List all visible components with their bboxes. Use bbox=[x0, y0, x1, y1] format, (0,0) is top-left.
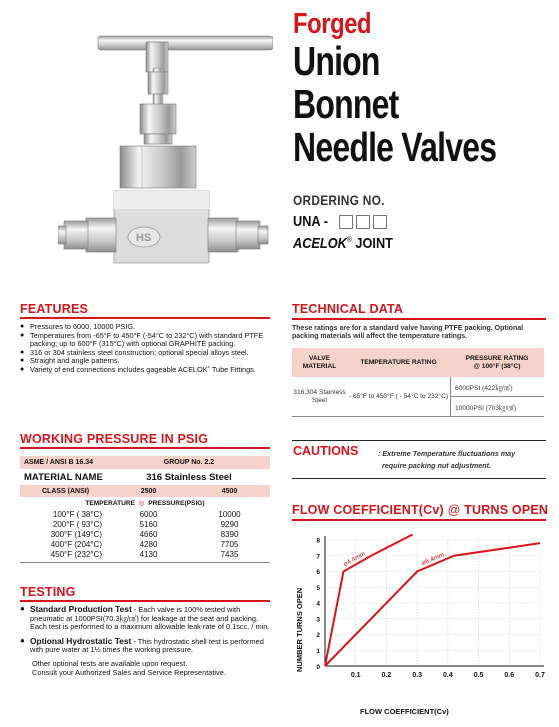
ordering-code: UNA - bbox=[293, 213, 328, 230]
wp-class-4500: 4500 bbox=[221, 487, 238, 495]
registered-mark: ® bbox=[346, 235, 352, 244]
technical-table bbox=[292, 348, 544, 417]
y-tick-label: 8 bbox=[316, 537, 320, 545]
y-tick-label: 7 bbox=[316, 553, 320, 561]
acelok-joint-label bbox=[293, 235, 393, 252]
testing-item-standard bbox=[20, 605, 275, 632]
feature-item: ● Pressures to 6000, 10000 PSIG. bbox=[20, 323, 270, 332]
table-row bbox=[292, 377, 544, 417]
working-pressure-rule bbox=[20, 447, 270, 449]
testing-section bbox=[20, 605, 275, 677]
flow-heading-at: @ bbox=[447, 503, 461, 517]
wp-p2500: 4130 bbox=[139, 549, 158, 559]
wp-material-value: 316 Stainless Steel bbox=[146, 471, 232, 483]
tt-ratings bbox=[450, 377, 544, 416]
wp-p4500: 10000 bbox=[218, 509, 241, 519]
table-row bbox=[20, 539, 270, 549]
x-tick-label: 0.2 bbox=[381, 672, 392, 679]
wp-temp: 200°F ( 93°C) bbox=[52, 519, 102, 529]
table-row bbox=[20, 509, 270, 519]
y-tick-label: 1 bbox=[316, 647, 320, 655]
wp-temp-label: TEMPERATURE bbox=[85, 500, 136, 507]
tt-col-pressure-sub: @ 100°F (38°C) bbox=[473, 362, 521, 370]
series-line bbox=[325, 534, 413, 666]
svg-text:HS: HS bbox=[136, 232, 152, 244]
tt-temp-range: - 65°F to 450°F ( - 54°C to 232°C) bbox=[348, 392, 449, 400]
testing-footnote-1: Other optional tests are available upon request. bbox=[32, 658, 188, 668]
testing-heading: TESTING bbox=[20, 585, 76, 599]
testing-item-optional bbox=[20, 637, 275, 655]
series-label: ø6.4mm bbox=[420, 551, 446, 568]
joint-word: JOINT bbox=[355, 235, 393, 252]
wp-class-2500: 2500 bbox=[140, 487, 157, 495]
y-tick-label: 2 bbox=[316, 632, 320, 639]
feature-item: ● 316 or 304 stainless steel construction; optional special alloys steel. bbox=[20, 349, 270, 358]
wp-p4500: 7705 bbox=[220, 539, 239, 549]
y-tick-label: 3 bbox=[316, 616, 320, 624]
ordering-box-3 bbox=[373, 215, 387, 229]
title-line-needle-valves: Needle Valves bbox=[293, 124, 497, 170]
series-label: ø4.4mm bbox=[342, 550, 367, 569]
technical-heading: TECHNICAL DATA bbox=[292, 302, 404, 316]
feature-item: ● Straight and angle patterns. bbox=[20, 357, 270, 366]
flow-heading-b: TURNS OPEN bbox=[464, 503, 549, 517]
x-tick-label: 0.3 bbox=[412, 672, 423, 679]
technical-rule bbox=[292, 318, 546, 320]
ordering-heading: ORDERING NO. bbox=[293, 192, 385, 208]
working-pressure-table bbox=[20, 456, 270, 563]
opt-test-text: - This hydrostatic shell test is performed with pure water at 1½ times the working pressure. bbox=[30, 636, 264, 655]
y-tick-label: 4 bbox=[316, 600, 320, 608]
wp-p2500: 4280 bbox=[139, 539, 158, 549]
cautions-top-rule bbox=[292, 440, 546, 441]
std-test-text: - Each valve is 100% tested with pneumatic at 1000PSI(70.3㎏/㎠) for leakage at the seat and packing. Each test is performed to a maximum allowable leak rate of 0.1scc. / min. bbox=[30, 605, 270, 632]
wp-standard: ASME / ANSI B 16.34 bbox=[24, 459, 93, 466]
tt-col-temp: TEMPERATURE RATING bbox=[360, 358, 437, 366]
cautions-line-1: : Extreme Temperature fluctuations may bbox=[378, 449, 516, 458]
wp-group: GROUP No. 2.2 bbox=[163, 459, 215, 466]
wp-temp: 300°F (149°C) bbox=[50, 529, 102, 539]
wp-material-label: MATERIAL NAME bbox=[24, 471, 103, 483]
tt-rating-2: 10000PSI (703㎏/㎠) bbox=[455, 404, 517, 412]
wp-pressure-label: PRESSURE(PSIG) bbox=[148, 500, 205, 507]
cautions-text bbox=[378, 448, 548, 472]
flow-coefficient-chart bbox=[290, 520, 550, 727]
tt-col-pressure: PRESSURE RATING bbox=[465, 354, 529, 362]
wp-at-symbol-icon: ◎ bbox=[136, 500, 147, 507]
title-line-union: Union bbox=[293, 38, 380, 84]
wp-temp: 450°F (232°C) bbox=[50, 549, 102, 559]
ordering-box-2 bbox=[356, 215, 370, 229]
flow-heading-a: FLOW COEFFICIENT(Cv) bbox=[292, 503, 444, 517]
cautions-heading: CAUTIONS bbox=[293, 444, 359, 458]
wp-class-label: CLASS (ANSI) bbox=[42, 487, 90, 495]
wp-header-row bbox=[20, 499, 270, 507]
opt-test-title: Optional Hydrostatic Test bbox=[30, 635, 132, 646]
testing-rule bbox=[20, 600, 270, 602]
technical-table-header bbox=[292, 348, 544, 377]
wp-temp: 400°F (204°C) bbox=[50, 539, 102, 549]
wp-temp: 100°F ( 38°C) bbox=[52, 509, 102, 519]
acelok-brand: ACELOK bbox=[293, 235, 347, 252]
cautions-bottom-rule bbox=[292, 478, 546, 479]
x-tick-label: 0.4 bbox=[442, 672, 453, 679]
tt-material: 316,304 Stainless Steel bbox=[293, 388, 346, 404]
wp-p2500: 6000 bbox=[139, 509, 158, 519]
tt-col-pressure-wrap bbox=[450, 355, 544, 371]
wp-p4500: 9290 bbox=[220, 519, 239, 529]
features-list bbox=[20, 323, 270, 375]
feature-item: ● Temperatures from -65°F to 450°F (-54°C to 232°C) with standard PTFE packing; up to 600°F (315°C) with optional GRAPHITE packing. bbox=[20, 332, 270, 349]
table-row bbox=[20, 519, 270, 529]
tt-rating-1: 6000PSI (422㎏/㎠) bbox=[451, 377, 544, 397]
wp-p2500: 5160 bbox=[139, 519, 158, 529]
wp-bottom-rule bbox=[20, 562, 270, 563]
testing-footnote-2: Consult your Authorized Sales and Service Representative. bbox=[32, 667, 226, 677]
x-tick-label: 0.7 bbox=[535, 672, 545, 679]
cautions-line-2: require packing nut adjustment. bbox=[382, 461, 492, 470]
working-pressure-heading: WORKING PRESSURE IN PSIG bbox=[20, 432, 209, 446]
origin-label: 0 bbox=[316, 664, 320, 671]
ordering-number-block bbox=[293, 192, 411, 252]
table-row bbox=[20, 529, 270, 539]
product-title bbox=[293, 8, 555, 169]
table-row bbox=[20, 549, 270, 559]
features-heading: FEATURES bbox=[20, 302, 89, 316]
x-tick-label: 0.1 bbox=[350, 672, 361, 679]
wp-p4500: 7435 bbox=[220, 549, 239, 559]
ordering-box-1 bbox=[339, 215, 353, 229]
wp-p2500: 4660 bbox=[139, 529, 158, 539]
y-tick-label: 6 bbox=[316, 569, 320, 576]
y-tick-label: 5 bbox=[316, 584, 320, 592]
x-tick-label: 0.5 bbox=[473, 672, 484, 679]
std-test-title: Standard Production Test bbox=[30, 604, 132, 614]
x-axis-title: FLOW COEFFICIENT(Cv) bbox=[360, 707, 449, 716]
feature-item: ● Variety of end connections includes gageable ACELOK˚ Tube Fittings. bbox=[20, 366, 270, 375]
title-line-forged: Forged bbox=[293, 8, 372, 40]
tt-col-material: VALVE MATERIAL bbox=[302, 354, 337, 370]
x-tick-label: 0.6 bbox=[504, 672, 515, 679]
features-rule bbox=[20, 317, 270, 319]
title-line-bonnet: Bonnet bbox=[293, 81, 399, 127]
flow-heading bbox=[292, 503, 548, 517]
wp-p4500: 8390 bbox=[220, 529, 239, 539]
valve-product-image bbox=[58, 6, 273, 268]
y-axis-title: NUMBER TURNS OPEN bbox=[295, 587, 304, 672]
technical-note: These ratings are for a standard valve having PTFE packing. Optional packing materials will affect the temperature ratings. bbox=[292, 325, 524, 341]
